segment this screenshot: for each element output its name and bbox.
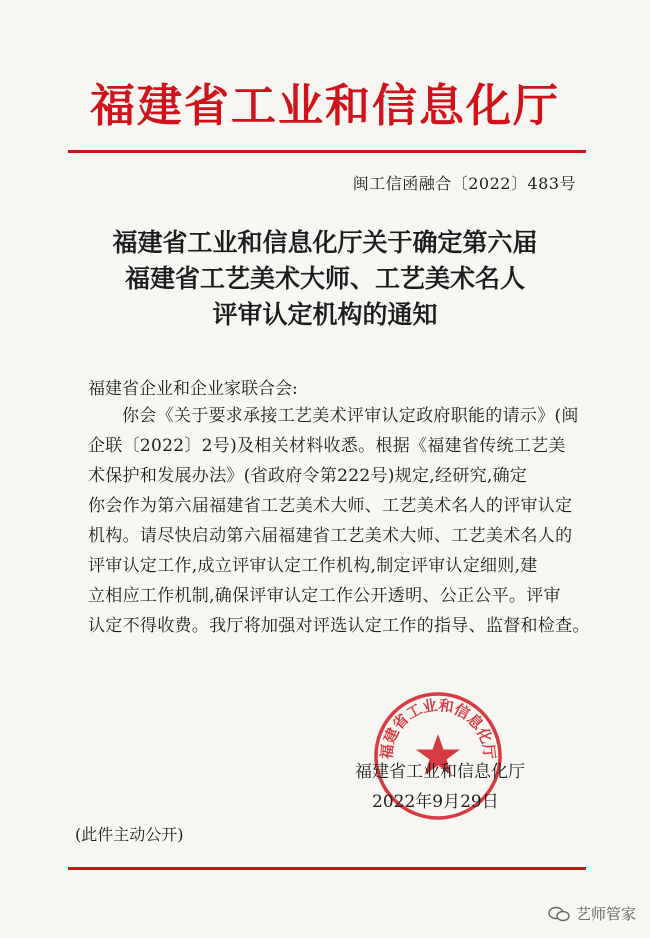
notice-title [0,225,650,333]
body-line: 你会作为第六届福建省工艺美术大师、工艺美术名人的评审认定 [88,496,573,516]
body-line: 认定不得收费。我厅将加强对评选认定工作的指导、监督和检查。 [88,616,590,636]
body-line: 评审认定工作,成立评审认定工作机构,制定评审认定细则,建 [88,556,538,576]
body-line: 你会《关于要求承接工艺美术评审认定政府职能的请示》(闽 [122,406,579,426]
disclosure-note: (此件主动公开) [75,825,184,844]
body-line: 企联〔2022〕2号)及相关材料收悉。根据《福建省传统工艺美 [88,436,566,456]
wechat-icon [548,906,570,922]
seal-text: 福建省工业和信息化厅 [377,696,499,760]
letterhead-title: 福建省工业和信息化厅 [89,79,560,132]
body-line: 术保护和发展办法》(省政府令第222号)规定,经研究,确定 [88,466,528,486]
footer-red-rule [68,867,586,870]
document-number: 闽工信函融合〔2022〕483号 [352,174,576,193]
watermark [548,903,636,924]
title-line: 评审认定机构的通知 [212,300,438,329]
addressee: 福建省企业和企业家联合会: [88,379,298,399]
issue-date: 2022年9月29日 [372,792,499,812]
body-line: 机构。请尽快启动第六届福建省工艺美术大师、工艺美术名人的 [88,526,573,546]
issuer-name: 福建省工业和信息化厅 [355,762,525,782]
letterhead-red-rule [68,150,586,153]
body-text [88,401,590,641]
body-line: 立相应工作机制,确保评审认定工作公开透明、公正公平。评审 [88,586,561,606]
title-line: 福建省工业和信息化厅关于确定第六届 [112,228,538,257]
watermark-label: 艺师管家 [575,905,636,923]
title-line: 福建省工艺美术大师、工艺美术名人 [124,264,525,293]
